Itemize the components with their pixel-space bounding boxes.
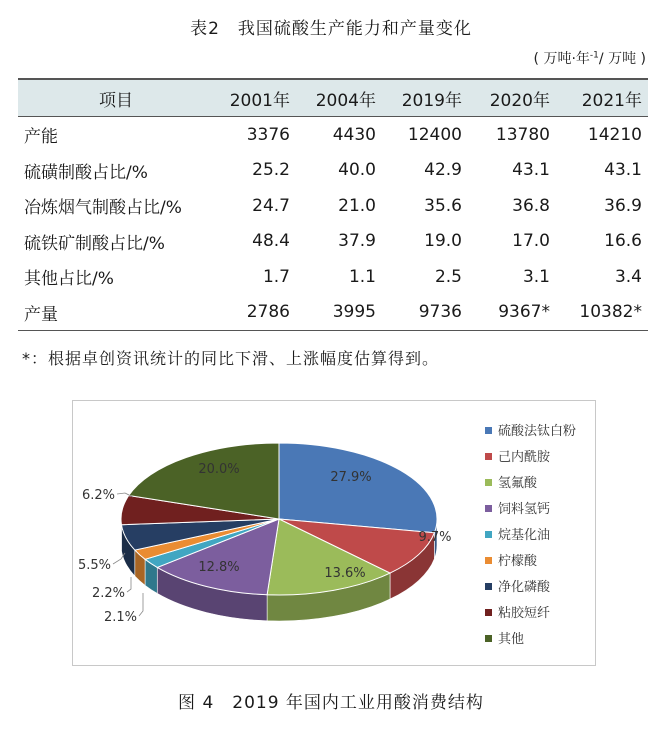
legend-swatch — [485, 453, 492, 460]
table-cell: 21.0 — [338, 195, 376, 216]
capacity-table — [18, 78, 648, 331]
row-label: 产能 — [24, 127, 58, 148]
pie-legend — [485, 423, 576, 647]
table-cell: 3376 — [246, 124, 290, 145]
table-cell: 43.1 — [604, 160, 642, 181]
header-item: 项目 — [99, 90, 133, 111]
row-label: 产量 — [18, 295, 214, 331]
row-label: 硫磺制酸占比/% — [24, 162, 148, 183]
legend-label: 烷基化油 — [498, 528, 551, 543]
legend-label: 粘胶短纤 — [498, 606, 551, 621]
pie-data-label: 12.8% — [198, 560, 240, 575]
table-cell: 9736 — [382, 295, 468, 331]
table-title: 表2 我国硫酸生产能力和产量变化 — [190, 19, 472, 39]
table-cell: 9367* — [468, 295, 556, 331]
table-row — [18, 259, 648, 295]
pie-data-label: 5.5% — [77, 558, 111, 573]
table-cell: 12400 — [407, 124, 462, 145]
table-cell: 36.9 — [604, 195, 642, 216]
table-cell: 24.7 — [252, 195, 290, 216]
table-cell: 40.0 — [338, 160, 376, 181]
table-cell: 35.6 — [424, 195, 462, 216]
legend-swatch — [485, 583, 492, 590]
table-cell: 25.2 — [252, 160, 290, 181]
table-header-row — [18, 79, 648, 117]
table-footnote: *：根据卓创资讯统计的同比下滑、上涨幅度估算得到。 — [22, 349, 440, 368]
leader-line — [139, 593, 143, 616]
pie-chart — [73, 401, 597, 667]
pie-data-label: 13.6% — [324, 566, 366, 581]
row-label: 其他占比/% — [24, 269, 114, 290]
table-row — [18, 188, 648, 224]
table-cell: 3995 — [296, 295, 382, 331]
legend-label: 硫酸法钛白粉 — [498, 424, 577, 439]
table-cell: 36.8 — [512, 195, 550, 216]
legend-label: 氢氟酸 — [498, 476, 538, 491]
legend-swatch — [485, 427, 492, 434]
table-cell: 48.4 — [252, 231, 290, 252]
table-cell: 43.1 — [512, 160, 550, 181]
table-cell: 19.0 — [424, 231, 462, 252]
table-cell: 1.1 — [348, 266, 376, 287]
legend-swatch — [485, 479, 492, 486]
row-label: 冶炼烟气制酸占比/% — [24, 198, 182, 219]
pie-chart-box — [72, 400, 596, 666]
pie-slice — [279, 443, 437, 533]
table-row — [18, 117, 648, 153]
pie-data-label: 6.2% — [81, 488, 115, 503]
header-2021: 2021年 — [581, 90, 642, 111]
leader-line — [127, 577, 131, 592]
table-cell: 14210 — [587, 124, 642, 145]
row-label: 硫铁矿制酸占比/% — [24, 233, 165, 254]
table-row — [18, 153, 648, 189]
table-row — [18, 295, 648, 331]
pie-data-label: 9.7% — [418, 530, 452, 545]
pie-data-label: 20.0% — [198, 462, 240, 477]
table-cell: 4430 — [332, 124, 376, 145]
legend-swatch — [485, 635, 492, 642]
figure-caption: 图 4 2019 年国内工业用酸消费结构 — [178, 693, 484, 713]
table-cell: 13780 — [495, 124, 550, 145]
table-cell: 17.0 — [512, 231, 550, 252]
legend-swatch — [485, 505, 492, 512]
table-cell: 2.5 — [434, 266, 462, 287]
legend-label: 净化磷酸 — [498, 580, 551, 595]
legend-label: 己内酰胺 — [498, 450, 551, 465]
legend-label: 其他 — [498, 632, 525, 647]
table-cell: 3.4 — [614, 266, 642, 287]
table-cell: 16.6 — [604, 231, 642, 252]
table-cell: 1.7 — [262, 266, 290, 287]
pie-data-label: 27.9% — [330, 470, 372, 485]
table-row — [18, 224, 648, 260]
pie-data-label: 2.1% — [103, 610, 137, 625]
header-2001: 2001年 — [229, 90, 290, 111]
legend-label: 柠檬酸 — [498, 554, 538, 569]
header-2004: 2004年 — [315, 90, 376, 111]
table-unit: ( 万吨·年$^{-1}$/ 万吨 ) — [533, 50, 646, 67]
legend-swatch — [485, 557, 492, 564]
table-cell: 3.1 — [522, 266, 550, 287]
table-cell: 2786 — [214, 295, 296, 331]
legend-label: 饲料氢钙 — [498, 502, 551, 517]
legend-swatch — [485, 609, 492, 616]
table-cell: 37.9 — [338, 231, 376, 252]
header-2020: 2020年 — [489, 90, 550, 111]
table-cell: 10382* — [556, 295, 648, 331]
table-cell: 42.9 — [424, 160, 462, 181]
header-2019: 2019年 — [401, 90, 462, 111]
pie-data-label: 2.2% — [91, 586, 125, 601]
legend-swatch — [485, 531, 492, 538]
